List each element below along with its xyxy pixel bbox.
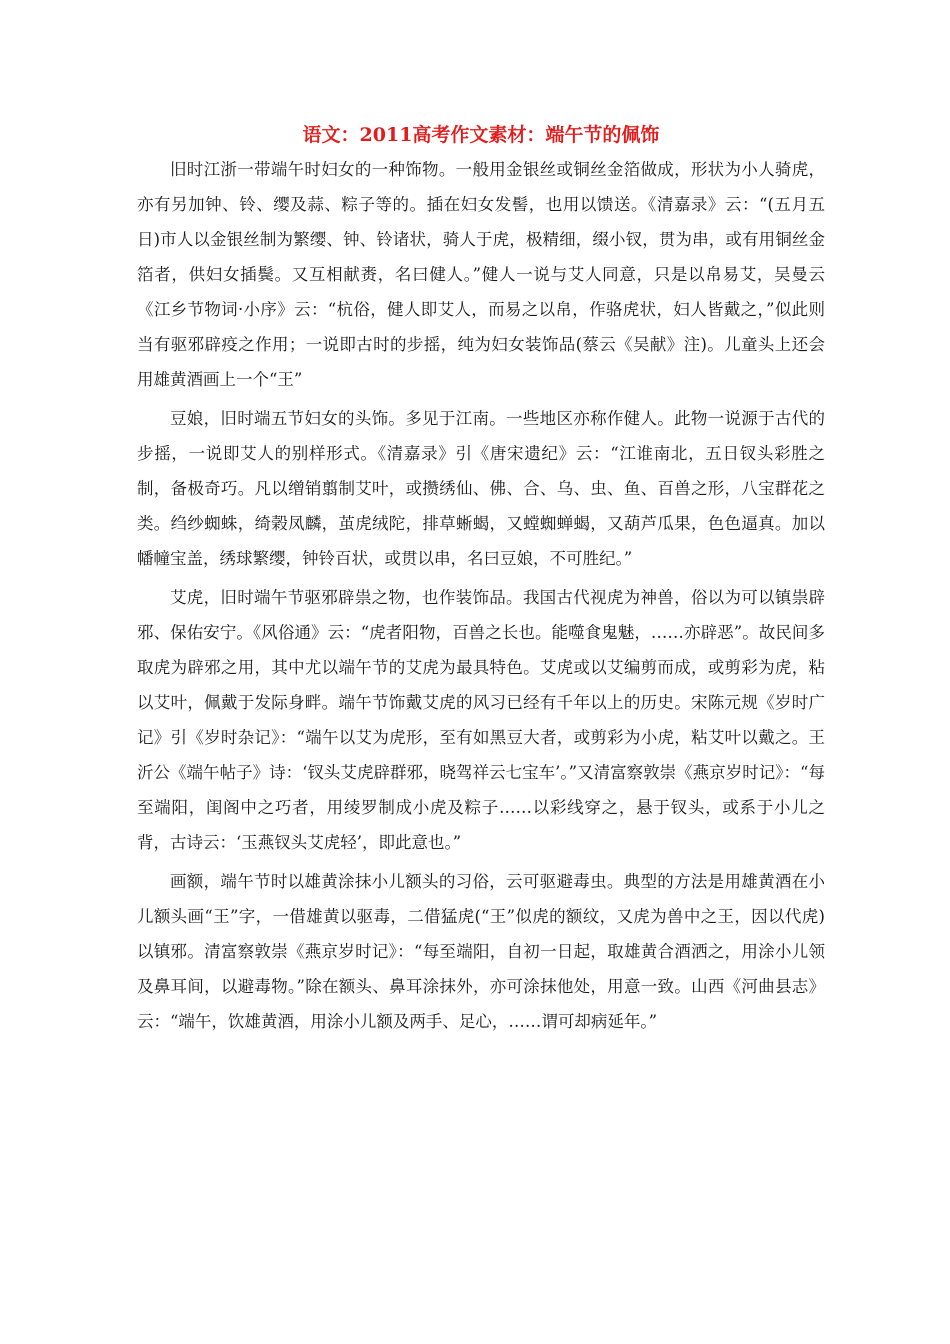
- paragraph-douniang: 豆娘，旧时端五节妇女的头饰。多见于江南。一些地区亦称作健人。此物一说源于古代的步摇，一说即艾人的别样形式。《清嘉录》引《唐宋遗纪》云：“江谁南北，五日钗头彩胜之制，备极奇巧。凡以缯销翦制艾叶，或攒绣仙、佛、合、乌、虫、鱼、百兽之形，八宝群花之类。绉纱蜘蛛，绮榖凤麟，茧虎绒陀，排草蜥蝎，又螳蜘蝉蝎，又葫芦瓜果，色色逼真。加以幡幢宝盖，绣球繁缨，钟铃百状，或贯以串，名曰豆娘，不可胜纪。”: [137, 409, 825, 568]
- document-title: 语文：2011高考作文素材：端午节的佩饰: [302, 124, 660, 146]
- document-page: [137, 118, 825, 1043]
- paragraph-jianren: 旧时江浙一带端午时妇女的一种饰物。一般用金银丝或铜丝金箔做成，形状为小人骑虎，亦有另加钟、铃、缨及蒜、粽子等的。插在妇女发髻，也用以馈送。《清嘉录》云：“(五月五日)市人以金银丝制为繁缨、钟、铃诸状，骑人于虎，极精细，缀小钗，贯为串，或有用铜丝金箔者，供妇女插鬓。又互相献赉，名曰健人。”健人一说与艾人同意，只是以帛易艾，吴曼云《江乡节物词·小序》云：“杭俗，健人即艾人，而易之以帛，作骆虎状，妇人皆戴之，”似此则当有驱邪辟疫之作用；一说即古时的步摇，纯为妇女装饰品(蔡云《吴献》注)。儿童头上还会用雄黄酒画上一个“王”: [137, 160, 825, 389]
- paragraph-aihu: 艾虎，旧时端午节驱邪辟祟之物，也作装饰品。我国古代视虎为神兽，俗以为可以镇祟辟邪、保佑安宁。《风俗通》云：“虎者阳物，百兽之长也。能噬食鬼魅，……亦辟恶”。故民间多取虎为辟邪之用，其中尤以端午节的艾虎为最具特色。艾虎或以艾编剪而成，或剪彩为虎，粘以艾叶，佩戴于发际身畔。端午节饰戴艾虎的风习已经有千年以上的历史。宋陈元规《岁时广记》引《岁时杂记》：“端午以艾为虎形，至有如黑豆大者，或剪彩为小虎，粘艾叶以戴之。王沂公《端午帖子》诗：‘钗头艾虎辟群邪，晓驾祥云七宝车’。”又清富察敦崇《燕京岁时记》：“每至端阳，闺阁中之巧者，用绫罗制成小虎及粽子……以彩线穿之，悬于钗头，或系于小儿之背，古诗云：‘玉燕钗头艾虎轻’，即此意也。”: [137, 588, 825, 852]
- paragraph-huae: 画额，端午节时以雄黄涂抹小儿额头的习俗，云可驱避毒虫。典型的方法是用雄黄酒在小儿额头画“王”字，一借雄黄以驱毒，二借猛虎(“王”似虎的额纹，又虎为兽中之王，因以代虎)以镇邪。清富察敦崇《燕京岁时记》：“每至端阳，自初一日起，取雄黄合酒洒之，用涂小儿领及鼻耳间，以避毒物。”除在额头、鼻耳涂抹外，亦可涂抹他处，用意一致。山西《河曲县志》云：“端午，饮雄黄酒，用涂小儿额及两手、足心，……谓可却病延年。”: [137, 872, 825, 1031]
